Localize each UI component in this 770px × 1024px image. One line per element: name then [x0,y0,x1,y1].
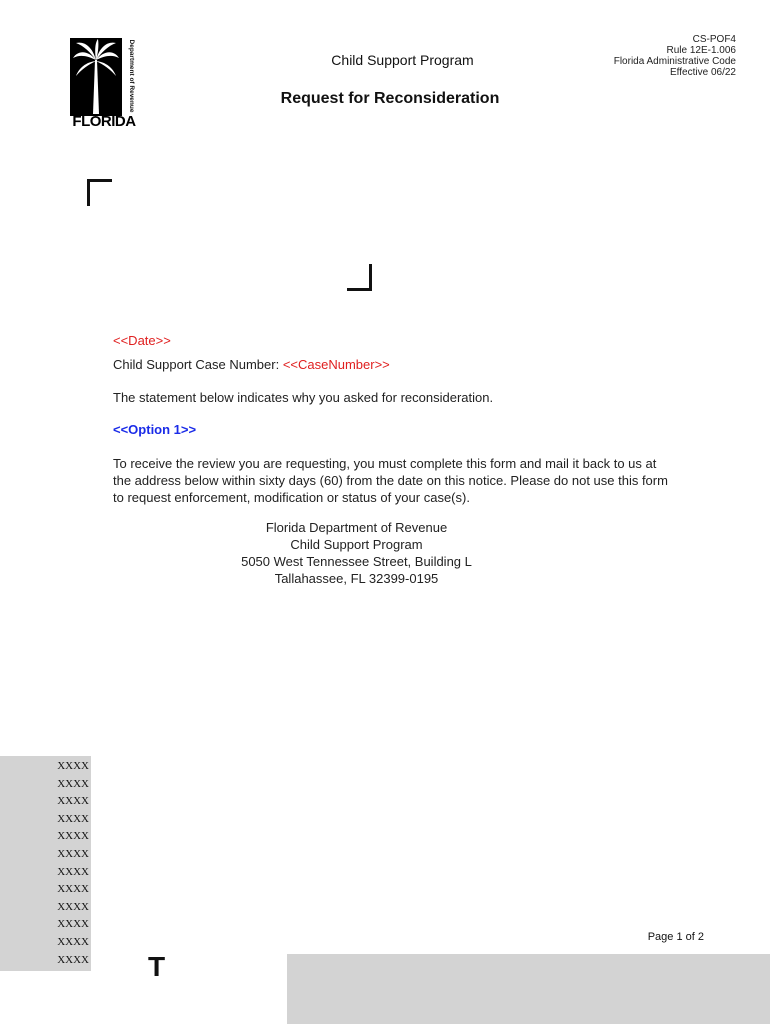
form-id: CS-POF4 [692,34,736,45]
address-window-top-left-mark [87,179,112,206]
margin-code: XXXX [57,760,89,772]
margin-code: XXXX [57,777,89,790]
address-line-3: 5050 West Tennessee Street, Building L [241,554,472,569]
margin-code: XXXX [57,883,89,896]
effective-date: Effective 06/22 [670,67,736,78]
margin-code: XXXX [57,795,89,808]
option-placeholder: <<Option 1>> [113,422,197,437]
margin-code-strip [0,756,91,971]
date-placeholder: <<Date>> [113,333,171,348]
case-number-placeholder: <<CaseNumber>> [282,357,390,372]
margin-code: XXXX [57,812,89,825]
case-number-line [113,357,390,372]
margin-code: XXXX [57,953,89,966]
margin-code: XXXX [57,918,89,931]
instructions-paragraph: To receive the review you are requesting, you must complete this form and mail it back to us at the address below within sixty days (60) from the date on this notice. Please do not use this form to request enforcement, modification or status of your case(s). [113,456,668,505]
department-vertical-text: Department of Revenue [128,39,135,113]
mailing-address [200,519,513,587]
statement-text: The statement below indicates why you asked for reconsideration. [113,390,494,405]
margin-code: XXXX [57,935,89,948]
margin-code: XXXX [57,900,89,913]
margin-code: XXXX [57,847,89,860]
address-window-bottom-right-mark [347,264,372,291]
address-line-1: Florida Department of Revenue [265,520,448,535]
program-name: Child Support Program [331,52,474,68]
page-title: Request for Reconsideration [280,90,500,107]
admin-code: Florida Administrative Code [613,56,736,67]
page-number: Page 1 of 2 [647,931,704,943]
address-line-2: Child Support Program [290,537,423,552]
case-number-label: Child Support Case Number: [113,357,283,372]
florida-logo-word: FLORIDA [72,113,136,130]
footer-gray-panel [287,954,770,1024]
address-line-4: Tallahassee, FL 32399-0195 [274,571,439,586]
fold-mark: T [148,951,166,982]
margin-code: XXXX [57,830,89,843]
rule-number: Rule 12E-1.006 [666,45,736,56]
margin-code: XXXX [57,865,89,878]
